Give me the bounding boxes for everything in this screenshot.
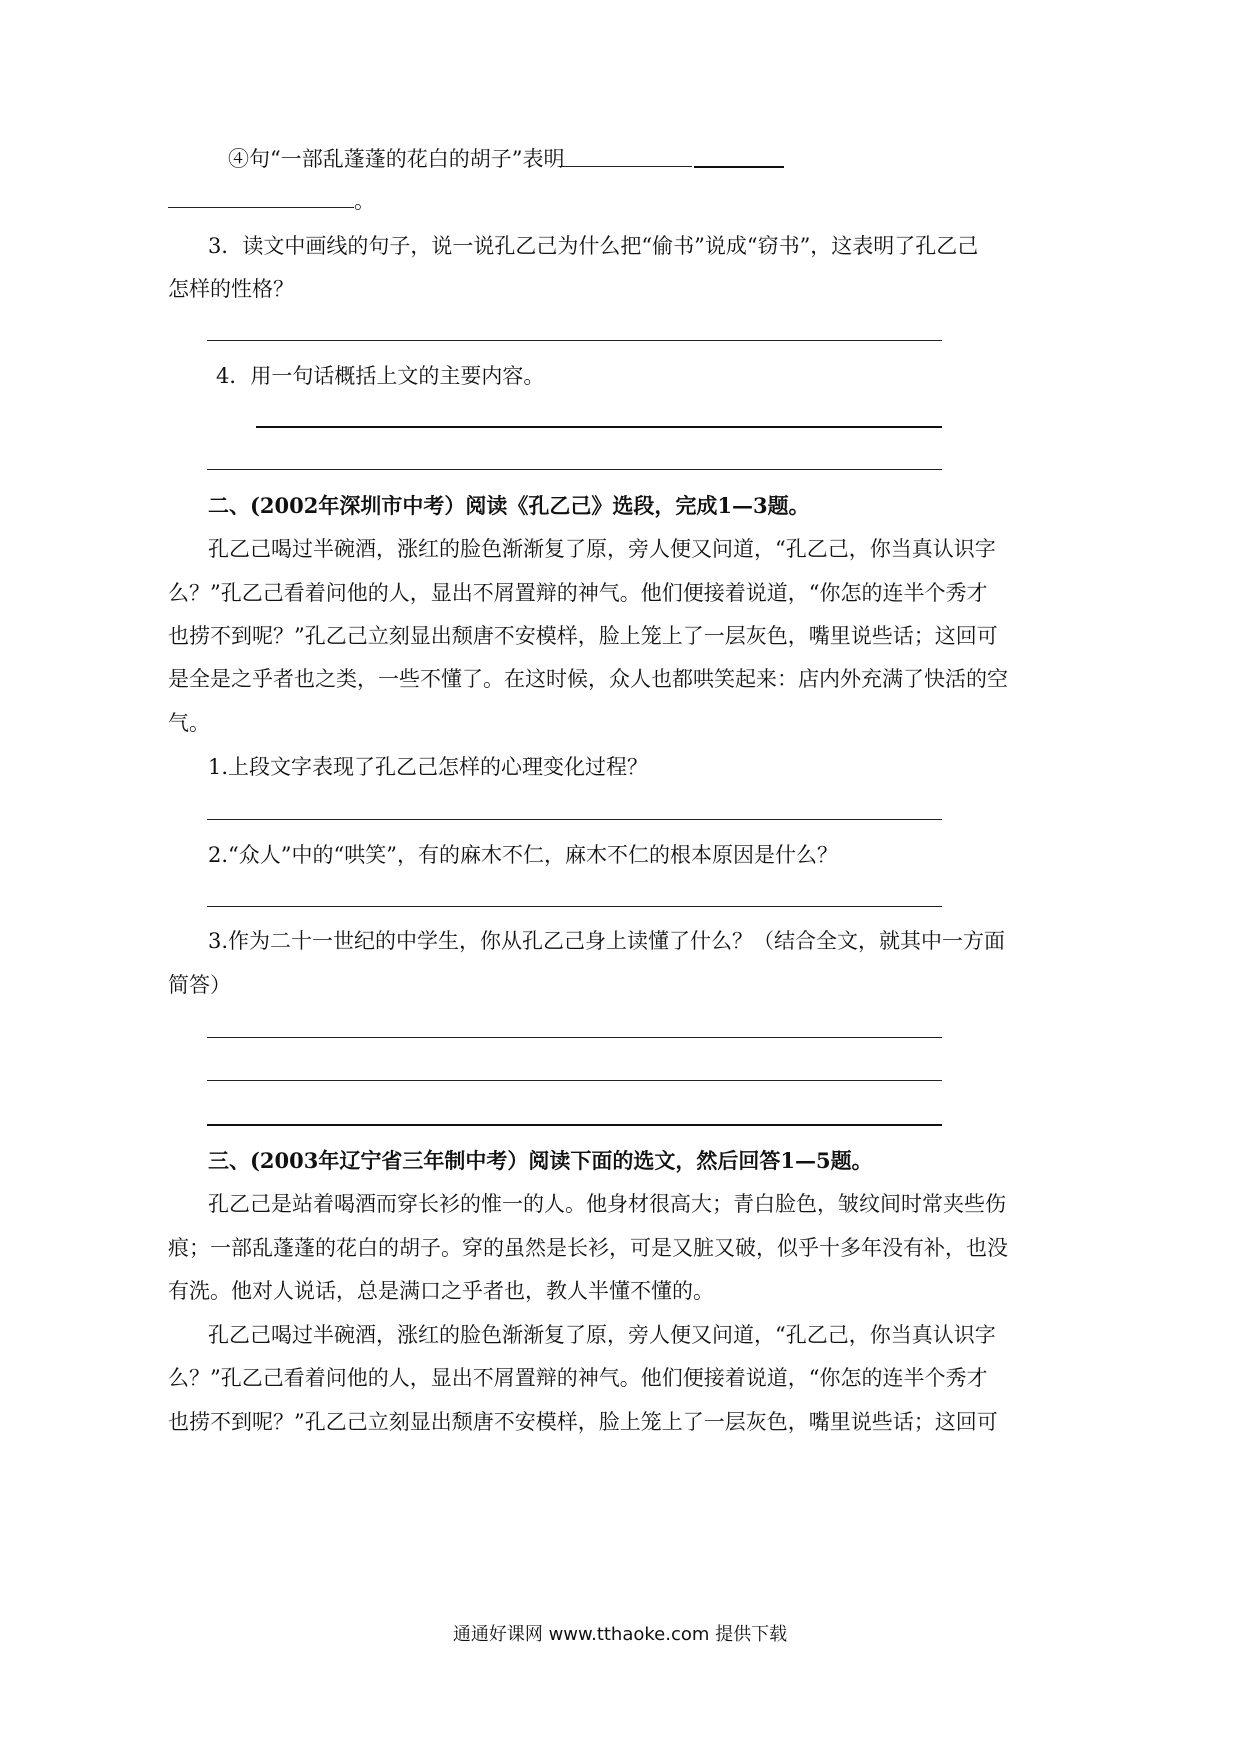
passage-line: 么？”孔乙己看着问他的人，显出不屑置辩的神气。他们便接着说道，“你怎的连半个秀才 — [168, 1366, 988, 1390]
q4-item-text: ④句“一部乱蓬蓬的花白的胡子”表明 — [228, 147, 565, 171]
question-3-line2: 怎样的性格？ — [168, 277, 294, 301]
answer-line[interactable] — [207, 819, 942, 820]
answer-line[interactable] — [207, 469, 942, 470]
passage-line: 痕；一部乱蓬蓬的花白的胡子。穿的虽然是长衫，可是又脏又破，似乎十多年没有补，也没 — [168, 1236, 1008, 1260]
answer-line[interactable] — [207, 1080, 942, 1081]
passage-line: 么？”孔乙己看着问他的人，显出不屑置辩的神气。他们便接着说道，“你怎的连半个秀才 — [168, 581, 988, 605]
passage-line: 有洗。他对人说话，总是满口之乎者也，教人半懂不懂的。 — [168, 1279, 714, 1303]
page-footer: 通通好课网 www.tthaoke.com 提供下载 — [452, 1624, 788, 1645]
answer-line[interactable] — [207, 1124, 942, 1126]
passage-line: 也捞不到呢？”孔乙己立刻显出颓唐不安模样，脸上笼上了一层灰色，嘴里说些话；这回可 — [168, 624, 998, 648]
q4-item-tail: 。 — [354, 189, 375, 213]
answer-line[interactable] — [207, 1037, 942, 1038]
section-3-heading: 三、(2003年辽宁省三年制中考）阅读下面的选文，然后回答1—5题。 — [208, 1148, 873, 1173]
answer-blank[interactable] — [562, 166, 692, 167]
answer-blank[interactable] — [168, 207, 354, 208]
section-2-heading: 二、(2002年深圳市中考）阅读《孔乙己》选段，完成1—3题。 — [208, 493, 810, 518]
section-2-question-1: 1.上段文字表现了孔乙己怎样的心理变化过程？ — [208, 755, 649, 779]
passage-line: 是全是之乎者也之类，一些不懂了。在这时候，众人也都哄笑起来：店内外充满了快活的空 — [168, 667, 1008, 691]
section-2-question-2: 2.“众人”中的“哄笑”，有的麻木不仁，麻木不仁的根本原因是什么？ — [208, 843, 838, 867]
question-3-line1: 3．读文中画线的句子，说一说孔乙己为什么把“偷书”说成“窃书”，这表明了孔乙己 — [208, 234, 979, 258]
section-2-question-3-line1: 3.作为二十一世纪的中学生，你从孔乙己身上读懂了什么？（结合全文，就其中一方面 — [208, 929, 1006, 953]
passage-line: 气。 — [168, 711, 210, 735]
answer-blank[interactable] — [694, 166, 784, 168]
section-2-question-3-line2: 简答） — [168, 973, 231, 997]
answer-line[interactable] — [207, 340, 942, 341]
question-4: 4．用一句话概括上文的主要内容。 — [216, 364, 545, 388]
answer-line[interactable] — [256, 426, 942, 428]
passage-line: 孔乙己喝过半碗酒，涨红的脸色渐渐复了原，旁人便又问道，“孔乙己，你当真认识字 — [208, 537, 996, 561]
passage-line: 也捞不到呢？”孔乙己立刻显出颓唐不安模样，脸上笼上了一层灰色，嘴里说些话；这回可 — [168, 1410, 998, 1434]
passage-line: 孔乙己是站着喝酒而穿长衫的惟一的人。他身材很高大；青白脸色，皱纹间时常夹些伤 — [208, 1192, 1006, 1216]
answer-line[interactable] — [207, 906, 942, 907]
passage-line: 孔乙己喝过半碗酒，涨红的脸色渐渐复了原，旁人便又问道，“孔乙己，你当真认识字 — [208, 1323, 996, 1347]
